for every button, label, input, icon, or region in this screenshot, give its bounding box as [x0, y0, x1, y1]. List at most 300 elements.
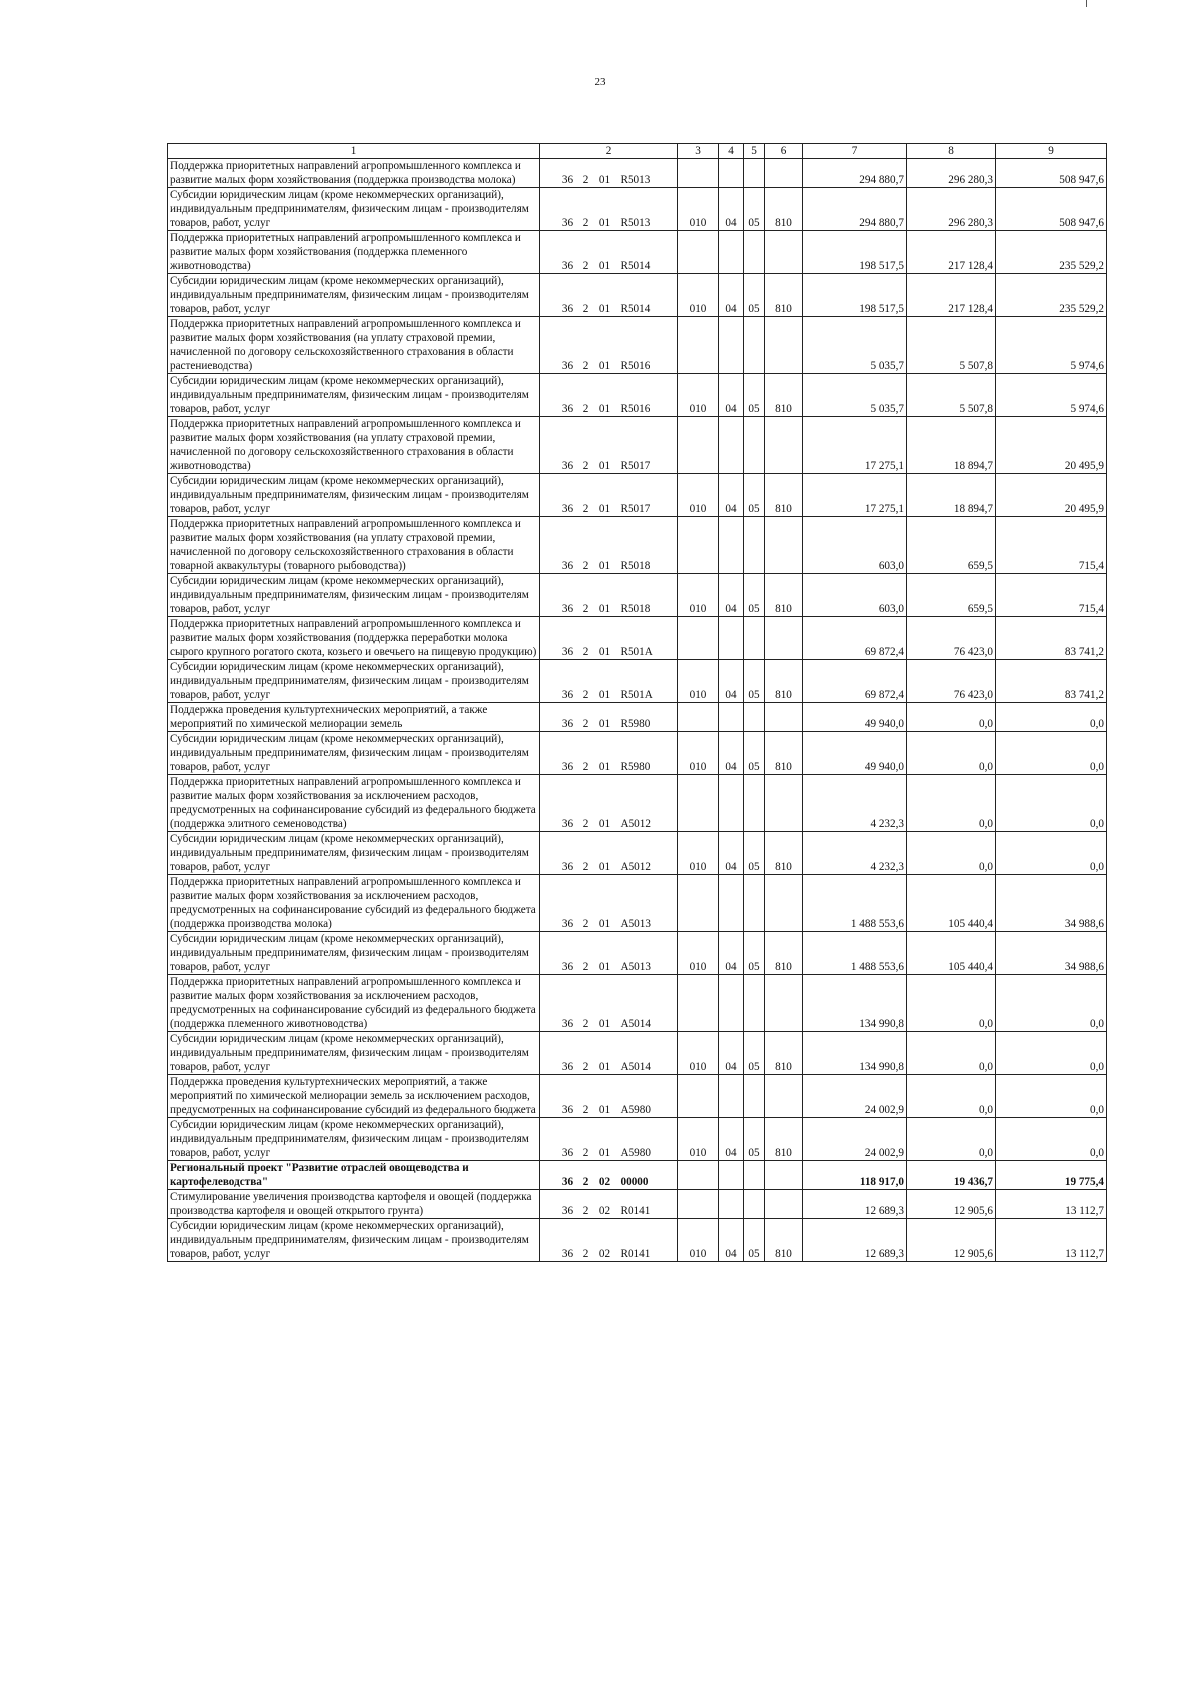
row-amount-col8: 5 507,8	[907, 317, 996, 374]
code-subprogram: 2	[582, 1061, 589, 1073]
code-direction: R5980	[620, 718, 651, 730]
code-direction: R5980	[620, 761, 651, 773]
table-row	[168, 417, 1107, 474]
row-amount-col7: 118 917,0	[803, 1161, 907, 1190]
header-col-2: 2	[540, 144, 678, 159]
row-amount-col8: 18 894,7	[907, 417, 996, 474]
row-expense-type	[765, 1161, 803, 1190]
row-name: Субсидии юридическим лицам (кроме некоммерческих организаций), индивидуальным предпринимателям, физическим лицам - производителям товаров, работ, услуг	[168, 274, 540, 317]
row-subsection	[744, 617, 765, 660]
code-subprogram: 2	[582, 1018, 589, 1030]
code-direction: R5014	[620, 303, 651, 315]
row-amount-col9: 715,4	[996, 517, 1107, 574]
row-target-code	[540, 274, 678, 317]
code-direction: R0141	[620, 1205, 651, 1217]
row-expense-type	[765, 1075, 803, 1118]
row-subsection: 05	[744, 574, 765, 617]
code-main-event: 01	[598, 360, 611, 372]
row-subsection	[744, 417, 765, 474]
table-row	[168, 188, 1107, 231]
code-program: 36	[561, 1205, 574, 1217]
row-amount-col9: 83 741,2	[996, 617, 1107, 660]
code-program: 36	[561, 1018, 574, 1030]
table-row	[168, 159, 1107, 188]
row-amount-col8: 5 507,8	[907, 374, 996, 417]
code-program: 36	[561, 1176, 574, 1188]
row-name: Субсидии юридическим лицам (кроме некоммерческих организаций), индивидуальным предпринимателям, физическим лицам - производителям товаров, работ, услуг	[168, 574, 540, 617]
code-main-event: 02	[598, 1205, 611, 1217]
row-subsection: 05	[744, 732, 765, 775]
row-grbs: 010	[678, 832, 719, 875]
row-subsection: 05	[744, 374, 765, 417]
row-amount-col7: 603,0	[803, 517, 907, 574]
code-subprogram: 2	[582, 560, 589, 572]
row-amount-col9: 235 529,2	[996, 274, 1107, 317]
code-main-event: 01	[598, 1104, 611, 1116]
code-main-event: 01	[598, 718, 611, 730]
row-amount-col8: 76 423,0	[907, 617, 996, 660]
row-section	[719, 1075, 744, 1118]
row-subsection	[744, 517, 765, 574]
code-subprogram: 2	[582, 603, 589, 615]
row-grbs	[678, 703, 719, 732]
table-row	[168, 574, 1107, 617]
row-section	[719, 703, 744, 732]
row-name: Субсидии юридическим лицам (кроме некоммерческих организаций), индивидуальным предпринимателям, физическим лицам - производителям товаров, работ, услуг	[168, 1219, 540, 1262]
row-expense-type: 810	[765, 660, 803, 703]
row-target-code	[540, 374, 678, 417]
row-target-code	[540, 732, 678, 775]
corner-mark	[1086, 0, 1087, 7]
code-direction: A5014	[620, 1018, 651, 1030]
code-program: 36	[561, 761, 574, 773]
row-amount-col7: 198 517,5	[803, 231, 907, 274]
table-row	[168, 617, 1107, 660]
row-amount-col7: 134 990,8	[803, 975, 907, 1032]
row-amount-col9: 0,0	[996, 1032, 1107, 1075]
code-main-event: 01	[598, 503, 611, 515]
row-subsection: 05	[744, 1032, 765, 1075]
row-section	[719, 231, 744, 274]
code-direction: R501A	[620, 646, 653, 658]
row-amount-col7: 5 035,7	[803, 374, 907, 417]
row-section	[719, 617, 744, 660]
row-amount-col7: 294 880,7	[803, 188, 907, 231]
code-program: 36	[561, 260, 574, 272]
row-amount-col7: 69 872,4	[803, 617, 907, 660]
row-grbs	[678, 617, 719, 660]
row-target-code	[540, 775, 678, 832]
code-program: 36	[561, 560, 574, 572]
row-section: 04	[719, 474, 744, 517]
row-grbs	[678, 775, 719, 832]
row-amount-col8: 12 905,6	[907, 1219, 996, 1262]
code-direction: R5016	[620, 360, 651, 372]
row-expense-type: 810	[765, 832, 803, 875]
row-section: 04	[719, 732, 744, 775]
row-grbs	[678, 1190, 719, 1219]
row-expense-type	[765, 231, 803, 274]
row-name: Субсидии юридическим лицам (кроме некоммерческих организаций), индивидуальным предпринимателям, физическим лицам - производителям товаров, работ, услуг	[168, 188, 540, 231]
row-amount-col8: 296 280,3	[907, 188, 996, 231]
row-amount-col9: 0,0	[996, 832, 1107, 875]
row-grbs: 010	[678, 932, 719, 975]
code-program: 36	[561, 1147, 574, 1159]
row-expense-type: 810	[765, 732, 803, 775]
row-amount-col7: 12 689,3	[803, 1190, 907, 1219]
row-expense-type	[765, 875, 803, 932]
row-name: Стимулирование увеличения производства картофеля и овощей (поддержка производства картофеля и овощей открытого грунта)	[168, 1190, 540, 1219]
row-amount-col8: 296 280,3	[907, 159, 996, 188]
row-section	[719, 517, 744, 574]
code-program: 36	[561, 460, 574, 472]
row-amount-col7: 24 002,9	[803, 1075, 907, 1118]
row-grbs	[678, 1161, 719, 1190]
page-number: 23	[594, 76, 606, 88]
code-program: 36	[561, 646, 574, 658]
row-target-code	[540, 188, 678, 231]
table-row	[168, 775, 1107, 832]
row-target-code	[540, 317, 678, 374]
code-main-event: 01	[598, 1147, 611, 1159]
row-grbs	[678, 517, 719, 574]
code-main-event: 01	[598, 603, 611, 615]
table-row	[168, 474, 1107, 517]
row-grbs	[678, 1075, 719, 1118]
code-subprogram: 2	[582, 1248, 589, 1260]
code-subprogram: 2	[582, 1205, 589, 1217]
code-direction: A5980	[620, 1147, 651, 1159]
row-expense-type	[765, 775, 803, 832]
table-row	[168, 1219, 1107, 1262]
code-direction: A5014	[620, 1061, 651, 1073]
row-grbs: 010	[678, 732, 719, 775]
row-name: Субсидии юридическим лицам (кроме некоммерческих организаций), индивидуальным предпринимателям, физическим лицам - производителям товаров, работ, услуг	[168, 1032, 540, 1075]
code-subprogram: 2	[582, 718, 589, 730]
row-expense-type	[765, 159, 803, 188]
row-amount-col7: 1 488 553,6	[803, 932, 907, 975]
header-col-1: 1	[168, 144, 540, 159]
table-row	[168, 1032, 1107, 1075]
code-direction: 00000	[620, 1176, 649, 1188]
row-target-code	[540, 617, 678, 660]
row-amount-col9: 235 529,2	[996, 231, 1107, 274]
row-amount-col7: 1 488 553,6	[803, 875, 907, 932]
code-program: 36	[561, 303, 574, 315]
code-subprogram: 2	[582, 403, 589, 415]
code-subprogram: 2	[582, 1147, 589, 1159]
header-row	[168, 144, 1107, 159]
code-subprogram: 2	[582, 260, 589, 272]
row-name: Субсидии юридическим лицам (кроме некоммерческих организаций), индивидуальным предпринимателям, физическим лицам - производителям товаров, работ, услуг	[168, 374, 540, 417]
row-name: Поддержка приоритетных направлений агропромышленного комплекса и развитие малых форм хозяйствования (на уплату страховой премии, начисленной по договору сельскохозяйственного страхования в области товарной аквакультуры (товарного рыбоводства))	[168, 517, 540, 574]
row-amount-col8: 18 894,7	[907, 474, 996, 517]
row-target-code	[540, 932, 678, 975]
code-subprogram: 2	[582, 360, 589, 372]
row-subsection: 05	[744, 660, 765, 703]
code-direction: R5013	[620, 217, 651, 229]
row-target-code	[540, 1219, 678, 1262]
code-subprogram: 2	[582, 646, 589, 658]
row-name: Субсидии юридическим лицам (кроме некоммерческих организаций), индивидуальным предпринимателям, физическим лицам - производителям товаров, работ, услуг	[168, 1118, 540, 1161]
code-subprogram: 2	[582, 689, 589, 701]
row-name: Поддержка приоритетных направлений агропромышленного комплекса и развитие малых форм хозяйствования за исключением расходов, предусмотренных на софинансирование субсидий из федерального бюджета (поддержка племенного животноводства)	[168, 975, 540, 1032]
row-amount-col7: 294 880,7	[803, 159, 907, 188]
row-amount-col8: 217 128,4	[907, 231, 996, 274]
row-target-code	[540, 517, 678, 574]
row-section	[719, 1190, 744, 1219]
row-expense-type	[765, 617, 803, 660]
code-program: 36	[561, 718, 574, 730]
row-amount-col8: 659,5	[907, 574, 996, 617]
row-grbs	[678, 875, 719, 932]
table-row	[168, 1118, 1107, 1161]
row-amount-col8: 0,0	[907, 1075, 996, 1118]
row-amount-col9: 0,0	[996, 775, 1107, 832]
code-main-event: 01	[598, 689, 611, 701]
code-program: 36	[561, 603, 574, 615]
code-direction: R5018	[620, 603, 651, 615]
code-subprogram: 2	[582, 1176, 589, 1188]
row-grbs	[678, 317, 719, 374]
row-name: Поддержка приоритетных направлений агропромышленного комплекса и развитие малых форм хозяйствования (на уплату страховой премии, начисленной по договору сельскохозяйственного страхования в области животноводства)	[168, 417, 540, 474]
table-row	[168, 975, 1107, 1032]
row-grbs: 010	[678, 660, 719, 703]
row-amount-col9: 34 988,6	[996, 875, 1107, 932]
row-section: 04	[719, 1118, 744, 1161]
code-program: 36	[561, 1061, 574, 1073]
row-subsection: 05	[744, 274, 765, 317]
code-main-event: 02	[598, 1176, 611, 1188]
row-grbs: 010	[678, 374, 719, 417]
code-main-event: 02	[598, 1248, 611, 1260]
code-program: 36	[561, 961, 574, 973]
row-amount-col8: 0,0	[907, 732, 996, 775]
row-grbs: 010	[678, 274, 719, 317]
row-section	[719, 1161, 744, 1190]
code-subprogram: 2	[582, 174, 589, 186]
table-row	[168, 660, 1107, 703]
row-amount-col8: 105 440,4	[907, 875, 996, 932]
code-subprogram: 2	[582, 761, 589, 773]
row-amount-col9: 83 741,2	[996, 660, 1107, 703]
row-expense-type	[765, 975, 803, 1032]
row-amount-col9: 0,0	[996, 1075, 1107, 1118]
row-amount-col8: 0,0	[907, 832, 996, 875]
code-subprogram: 2	[582, 818, 589, 830]
code-main-event: 01	[598, 761, 611, 773]
row-subsection: 05	[744, 474, 765, 517]
table-row	[168, 374, 1107, 417]
row-expense-type: 810	[765, 274, 803, 317]
code-program: 36	[561, 689, 574, 701]
row-expense-type: 810	[765, 932, 803, 975]
code-main-event: 01	[598, 1061, 611, 1073]
row-name: Поддержка приоритетных направлений агропромышленного комплекса и развитие малых форм хозяйствования (поддержка племенного животноводства)	[168, 231, 540, 274]
row-amount-col7: 17 275,1	[803, 474, 907, 517]
code-main-event: 01	[598, 918, 611, 930]
row-amount-col9: 508 947,6	[996, 159, 1107, 188]
row-target-code	[540, 1075, 678, 1118]
header-col-3: 3	[678, 144, 719, 159]
row-expense-type: 810	[765, 374, 803, 417]
row-section: 04	[719, 832, 744, 875]
row-target-code	[540, 660, 678, 703]
row-amount-col9: 0,0	[996, 703, 1107, 732]
row-name: Поддержка приоритетных направлений агропромышленного комплекса и развитие малых форм хозяйствования (поддержка переработки молока сырого крупного рогатого скота, козьего и овечьего на пищевую продукцию)	[168, 617, 540, 660]
table-row	[168, 832, 1107, 875]
table-body	[168, 159, 1107, 1262]
code-direction: R0141	[620, 1248, 651, 1260]
row-target-code	[540, 1161, 678, 1190]
row-subsection	[744, 703, 765, 732]
row-name: Поддержка приоритетных направлений агропромышленного комплекса и развитие малых форм хозяйствования (поддержка производства молока)	[168, 159, 540, 188]
code-direction: A5012	[620, 861, 651, 873]
row-subsection: 05	[744, 1219, 765, 1262]
row-amount-col9: 715,4	[996, 574, 1107, 617]
row-target-code	[540, 1190, 678, 1219]
code-main-event: 01	[598, 861, 611, 873]
row-name: Субсидии юридическим лицам (кроме некоммерческих организаций), индивидуальным предпринимателям, физическим лицам - производителям товаров, работ, услуг	[168, 732, 540, 775]
row-subsection: 05	[744, 832, 765, 875]
code-subprogram: 2	[582, 918, 589, 930]
row-section: 04	[719, 574, 744, 617]
row-name: Поддержка приоритетных направлений агропромышленного комплекса и развитие малых форм хозяйствования за исключением расходов, предусмотренных на софинансирование субсидий из федерального бюджета (поддержка производства молока)	[168, 875, 540, 932]
row-amount-col7: 24 002,9	[803, 1118, 907, 1161]
row-name: Субсидии юридическим лицам (кроме некоммерческих организаций), индивидуальным предпринимателям, физическим лицам - производителям товаров, работ, услуг	[168, 932, 540, 975]
code-main-event: 01	[598, 403, 611, 415]
row-target-code	[540, 703, 678, 732]
row-subsection	[744, 231, 765, 274]
table-row	[168, 274, 1107, 317]
row-target-code	[540, 417, 678, 474]
code-subprogram: 2	[582, 503, 589, 515]
row-amount-col8: 0,0	[907, 1032, 996, 1075]
header-col-5: 5	[744, 144, 765, 159]
row-amount-col8: 0,0	[907, 775, 996, 832]
row-amount-col9: 0,0	[996, 975, 1107, 1032]
code-main-event: 01	[598, 961, 611, 973]
code-main-event: 01	[598, 560, 611, 572]
row-expense-type: 810	[765, 188, 803, 231]
row-section	[719, 875, 744, 932]
row-section: 04	[719, 274, 744, 317]
row-amount-col7: 5 035,7	[803, 317, 907, 374]
code-subprogram: 2	[582, 961, 589, 973]
row-name: Субсидии юридическим лицам (кроме некоммерческих организаций), индивидуальным предпринимателям, физическим лицам - производителям товаров, работ, услуг	[168, 832, 540, 875]
row-amount-col9: 34 988,6	[996, 932, 1107, 975]
row-grbs: 010	[678, 1118, 719, 1161]
row-amount-col7: 134 990,8	[803, 1032, 907, 1075]
row-subsection: 05	[744, 188, 765, 231]
table-row	[168, 703, 1107, 732]
row-amount-col8: 105 440,4	[907, 932, 996, 975]
row-subsection: 05	[744, 932, 765, 975]
code-direction: R5017	[620, 460, 651, 472]
row-section	[719, 775, 744, 832]
header-col-9: 9	[996, 144, 1107, 159]
row-amount-col7: 198 517,5	[803, 274, 907, 317]
row-grbs: 010	[678, 188, 719, 231]
row-section	[719, 317, 744, 374]
row-subsection	[744, 975, 765, 1032]
row-amount-col8: 76 423,0	[907, 660, 996, 703]
row-amount-col9: 20 495,9	[996, 417, 1107, 474]
code-program: 36	[561, 818, 574, 830]
row-grbs	[678, 159, 719, 188]
row-amount-col8: 19 436,7	[907, 1161, 996, 1190]
row-grbs: 010	[678, 574, 719, 617]
row-amount-col7: 12 689,3	[803, 1219, 907, 1262]
row-name: Региональный проект "Развитие отраслей овощеводства и картофелеводства"	[168, 1161, 540, 1190]
table-row	[168, 517, 1107, 574]
code-program: 36	[561, 174, 574, 186]
code-main-event: 01	[598, 303, 611, 315]
row-expense-type: 810	[765, 474, 803, 517]
row-amount-col9: 13 112,7	[996, 1190, 1107, 1219]
row-amount-col9: 5 974,6	[996, 374, 1107, 417]
row-grbs	[678, 417, 719, 474]
row-subsection	[744, 159, 765, 188]
row-amount-col8: 217 128,4	[907, 274, 996, 317]
row-amount-col7: 49 940,0	[803, 732, 907, 775]
code-main-event: 01	[598, 646, 611, 658]
code-direction: A5012	[620, 818, 651, 830]
table-row	[168, 875, 1107, 932]
row-target-code	[540, 832, 678, 875]
row-target-code	[540, 231, 678, 274]
table-row	[168, 932, 1107, 975]
code-direction: R5018	[620, 560, 651, 572]
row-section: 04	[719, 660, 744, 703]
row-target-code	[540, 975, 678, 1032]
code-main-event: 01	[598, 460, 611, 472]
row-section	[719, 417, 744, 474]
code-direction: A5013	[620, 961, 651, 973]
row-target-code	[540, 875, 678, 932]
row-expense-type	[765, 517, 803, 574]
row-amount-col9: 508 947,6	[996, 188, 1107, 231]
row-amount-col7: 69 872,4	[803, 660, 907, 703]
row-target-code	[540, 1118, 678, 1161]
code-subprogram: 2	[582, 460, 589, 472]
code-program: 36	[561, 217, 574, 229]
header-col-4: 4	[719, 144, 744, 159]
row-amount-col8: 0,0	[907, 703, 996, 732]
row-amount-col9: 19 775,4	[996, 1161, 1107, 1190]
row-subsection	[744, 875, 765, 932]
row-subsection	[744, 1161, 765, 1190]
code-subprogram: 2	[582, 861, 589, 873]
row-expense-type	[765, 703, 803, 732]
table-row	[168, 231, 1107, 274]
row-amount-col9: 0,0	[996, 732, 1107, 775]
row-grbs	[678, 231, 719, 274]
row-expense-type: 810	[765, 574, 803, 617]
row-subsection	[744, 775, 765, 832]
row-amount-col8: 0,0	[907, 975, 996, 1032]
header-col-8: 8	[907, 144, 996, 159]
code-main-event: 01	[598, 217, 611, 229]
code-main-event: 01	[598, 1018, 611, 1030]
row-name: Субсидии юридическим лицам (кроме некоммерческих организаций), индивидуальным предпринимателям, физическим лицам - производителям товаров, работ, услуг	[168, 474, 540, 517]
row-amount-col8: 12 905,6	[907, 1190, 996, 1219]
row-expense-type: 810	[765, 1219, 803, 1262]
row-amount-col7: 17 275,1	[803, 417, 907, 474]
row-subsection	[744, 1190, 765, 1219]
code-subprogram: 2	[582, 1104, 589, 1116]
row-amount-col7: 49 940,0	[803, 703, 907, 732]
